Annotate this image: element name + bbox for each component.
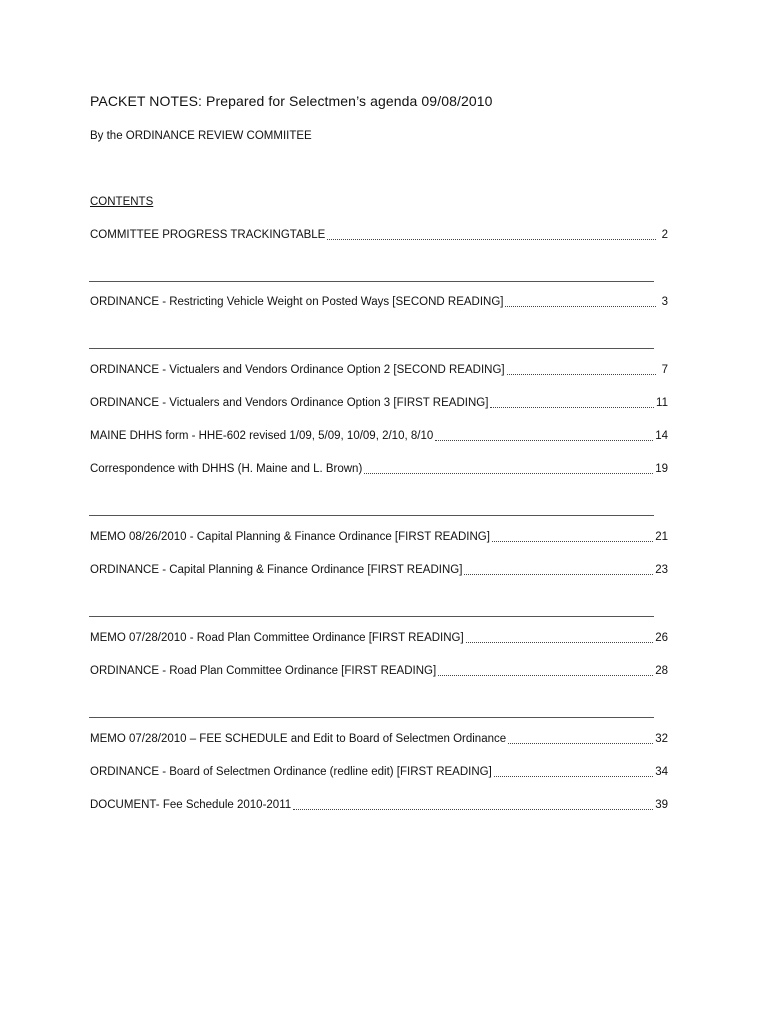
toc-entry-page: 34 [655,766,668,778]
toc-entry [90,364,668,380]
toc-entry-label: ORDINANCE - Road Plan Committee Ordinance [FIRST READING] [90,665,437,677]
section-divider [89,348,654,349]
dot-leader [507,365,656,375]
document-title: PACKET NOTES: Prepared for Selectmen’s agenda 09/08/2010 [90,93,493,109]
toc-entry-page: 14 [655,430,668,442]
toc-entry-label: ORDINANCE - Restricting Vehicle Weight on Posted Ways [SECOND READING] [90,296,504,308]
toc-entry-page: 28 [655,665,668,677]
toc-entry-label: ORDINANCE - Capital Planning & Finance Ordinance [FIRST READING] [90,564,463,576]
section-divider [89,616,654,617]
dot-leader [490,398,654,408]
contents-heading: CONTENTS [90,196,154,208]
toc-entry-page: 39 [655,799,668,811]
toc-entry [90,564,668,580]
toc-entry-label: MEMO 07/28/2010 - Road Plan Committee Ordinance [FIRST READING] [90,632,464,644]
toc-entry [90,397,668,413]
dot-leader [364,464,653,474]
dot-leader [466,633,654,643]
toc-entry [90,296,668,312]
toc-entry [90,430,668,446]
toc-entry [90,229,668,245]
dot-leader [508,734,653,744]
toc-entry-page: 2 [661,229,668,241]
dot-leader [464,565,653,575]
dot-leader [293,800,653,810]
document-subtitle: By the ORDINANCE REVIEW COMMIITEE [90,130,312,142]
dot-leader [438,666,653,676]
toc-entry-page: 11 [656,397,668,409]
toc-entry [90,766,668,782]
toc-entry [90,531,668,547]
toc-entry-page: 21 [655,531,668,543]
toc-entry-label: MEMO 07/28/2010 – FEE SCHEDULE and Edit to Board of Selectmen Ordinance [90,733,507,745]
toc-entry [90,632,668,648]
dot-leader [492,532,653,542]
toc-entry-page: 7 [661,364,668,376]
dot-leader [494,767,653,777]
toc-entry-page: 32 [655,733,668,745]
dot-leader [327,230,656,240]
toc-entry-label: COMMITTEE PROGRESS TRACKINGTABLE [90,229,326,241]
toc-entry-label: MAINE DHHS form - HHE-602 revised 1/09, 5/09, 10/09, 2/10, 8/10 [90,430,434,442]
toc-entry-label: Correspondence with DHHS (H. Maine and L. Brown) [90,463,363,475]
toc-entry-page: 19 [655,463,668,475]
toc-entry-label: ORDINANCE - Board of Selectmen Ordinance (redline edit) [FIRST READING] [90,766,492,778]
toc-entry-label: ORDINANCE - Victualers and Vendors Ordinance Option 2 [SECOND READING] [90,364,505,376]
toc-entry [90,733,668,749]
section-divider [89,515,654,516]
toc-entry [90,463,668,479]
toc-entry-page: 23 [655,564,668,576]
toc-entry [90,799,668,815]
toc-entry-label: MEMO 08/26/2010 - Capital Planning & Finance Ordinance [FIRST READING] [90,531,490,543]
dot-leader [505,297,656,307]
toc-entry-label: DOCUMENT- Fee Schedule 2010-2011 [90,799,292,811]
toc-entry-label: ORDINANCE - Victualers and Vendors Ordinance Option 3 [FIRST READING] [90,397,489,409]
dot-leader [435,431,653,441]
section-divider [89,717,654,718]
toc-entry [90,665,668,681]
toc-entry-page: 26 [655,632,668,644]
section-divider [89,281,654,282]
toc-entry-page: 3 [661,296,668,308]
